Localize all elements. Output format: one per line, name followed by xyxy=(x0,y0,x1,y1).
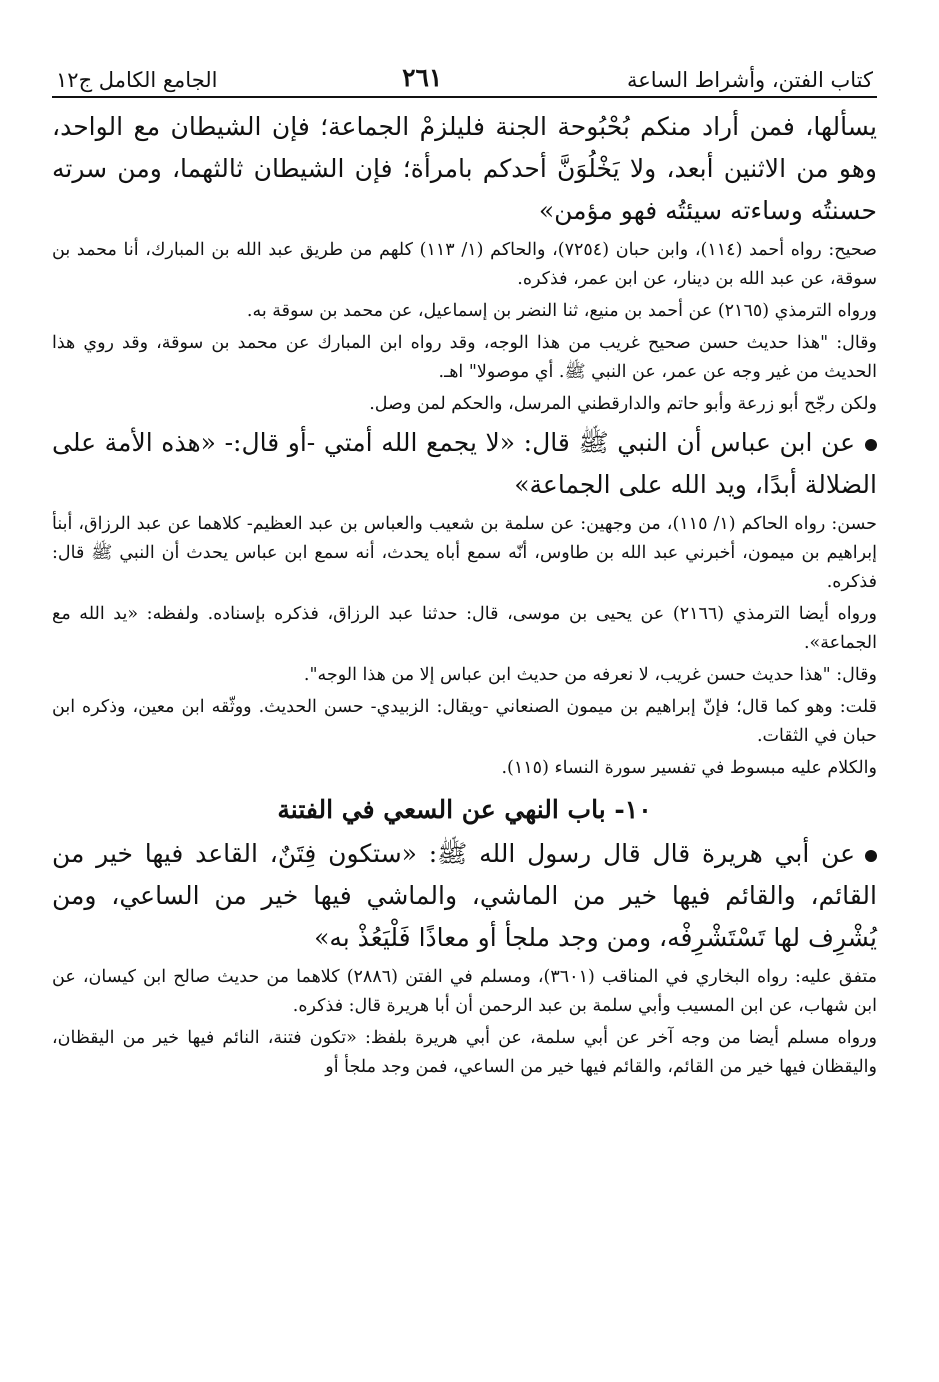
bullet-icon xyxy=(865,850,877,862)
page-number: ٢٦١ xyxy=(402,63,443,92)
series-title: الجامع الكامل ج١٢ xyxy=(56,68,218,92)
takhrij-note: صحيح: رواه أحمد (١١٤)، وابن حبان (٧٢٥٤)، والحاكم (١/ ١١٣) كلهم من طريق عبد الله بن المبارك، أنا محمد بن سوقة، عن عبد الله بن دينار، عن ابن عمر، فذكره. xyxy=(52,240,878,289)
takhrij-note: وقال: "هذا حديث حسن صحيح غريب من هذا الوجه، وقد رواه ابن المبارك عن محمد بن سوقة، وقد روي هذا الحديث من غير وجه عن عمر، عن النبي ﷺ. أي موصولا" اهـ. xyxy=(52,333,877,382)
takhrij-note: حسن: رواه الحاكم (١/ ١١٥)، من وجهين: عن سلمة بن شعيب والعباس بن عبد العظيم- كلاهما عن عبد الرزاق، أبنأ إبراهيم بن ميمون، أخبرني عبد الله بن طاوس، أنّه سمع أباه يحدث، أنه سمع ابن عباس يحدث أن النبي ﷺ قال: فذكره. xyxy=(52,514,877,592)
page-body xyxy=(52,106,877,1082)
takhrij-note: ورواه مسلم أيضا من وجه آخر عن أبي سلمة، عن أبي هريرة بلفظ: «تكون فتنة، النائم فيها خير من اليقظان، واليقظان فيها خير من القائم، والقائم فيها خير من الساعي، فمن وجد ملجأ أو xyxy=(52,1028,877,1077)
hadith-ibn-abbas xyxy=(52,422,877,506)
takhrij-note: وقال: "هذا حديث حسن غريب، لا نعرفه من حديث ابن عباس إلا من هذا الوجه". xyxy=(303,665,877,685)
book-title: كتاب الفتن، وأشراط الساعة xyxy=(626,68,873,92)
header-rule xyxy=(52,96,877,98)
hadith-continuation: يسألها، فمن أراد منكم بُحْبُوحة الجنة فليلزمْ الجماعة؛ فإن الشيطان مع الواحد، وهو من الاثنين أبعد، ولا يَخْلُوَنَّ أحدكم بامرأة؛ فإن الشيطان ثالثهما، ومن سرته حسنتُه وساءته سيئتُه فهو مؤمن» xyxy=(52,112,877,225)
takhrij-note: ولكن رجّح أبو زرعة وأبو حاتم والدارقطني المرسل، والحكم لمن وصل. xyxy=(369,394,877,414)
takhrij-note: قلت: وهو كما قال؛ فإنّ إبراهيم بن ميمون الصنعاني -ويقال: الزبيدي- حسن الحديث. ووثّقه ابن معين، وذكره ابن حبان في الثقات. xyxy=(52,697,877,746)
takhrij-note: ورواه أيضا الترمذي (٢١٦٦) عن يحيى بن موسى، قال: حدثنا عبد الرزاق، فذكره بإسناده. ولفظه: «يد الله مع الجماعة». xyxy=(52,604,877,653)
hadith-text: عن أبي هريرة قال قال رسول الله ﷺ: «ستكون فِتَنٌ، القاعد فيها خير من القائم، والقائم فيها خير من الماشي، والماشي فيها خير من الساعي، ومن يُشْرِف لها تَسْتَشْرِفْه، ومن وجد ملجأ أو معاذًا فَلْيَعُذْ به» xyxy=(52,839,877,952)
takhrij-note: ورواه الترمذي (٢١٦٥) عن أحمد بن منيع، ثنا النضر بن إسماعيل، عن محمد بن سوقة به. xyxy=(246,301,877,321)
hadith-abu-hurayra xyxy=(52,833,877,959)
takhrij-note: متفق عليه: رواه البخاري في المناقب (٣٦٠١)، ومسلم في الفتن (٢٨٨٦) كلاهما من حديث صالح ابن كيسان، عن ابن شهاب، عن ابن المسيب وأبي سلمة بن عبد الرحمن أن أبا هريرة قال: فذكره. xyxy=(52,967,877,1016)
takhrij-note: والكلام عليه مبسوط في تفسير سورة النساء (١١٥). xyxy=(501,758,877,778)
running-header xyxy=(52,60,877,96)
hadith-text: عن ابن عباس أن النبي ﷺ قال: «لا يجمع الله أمتي -أو قال:- «هذه الأمة على الضلالة أبدًا، ويد الله على الجماعة» xyxy=(52,428,877,499)
chapter-heading: ١٠- باب النهي عن السعي في الفتنة xyxy=(277,795,652,824)
bullet-icon xyxy=(865,439,877,451)
